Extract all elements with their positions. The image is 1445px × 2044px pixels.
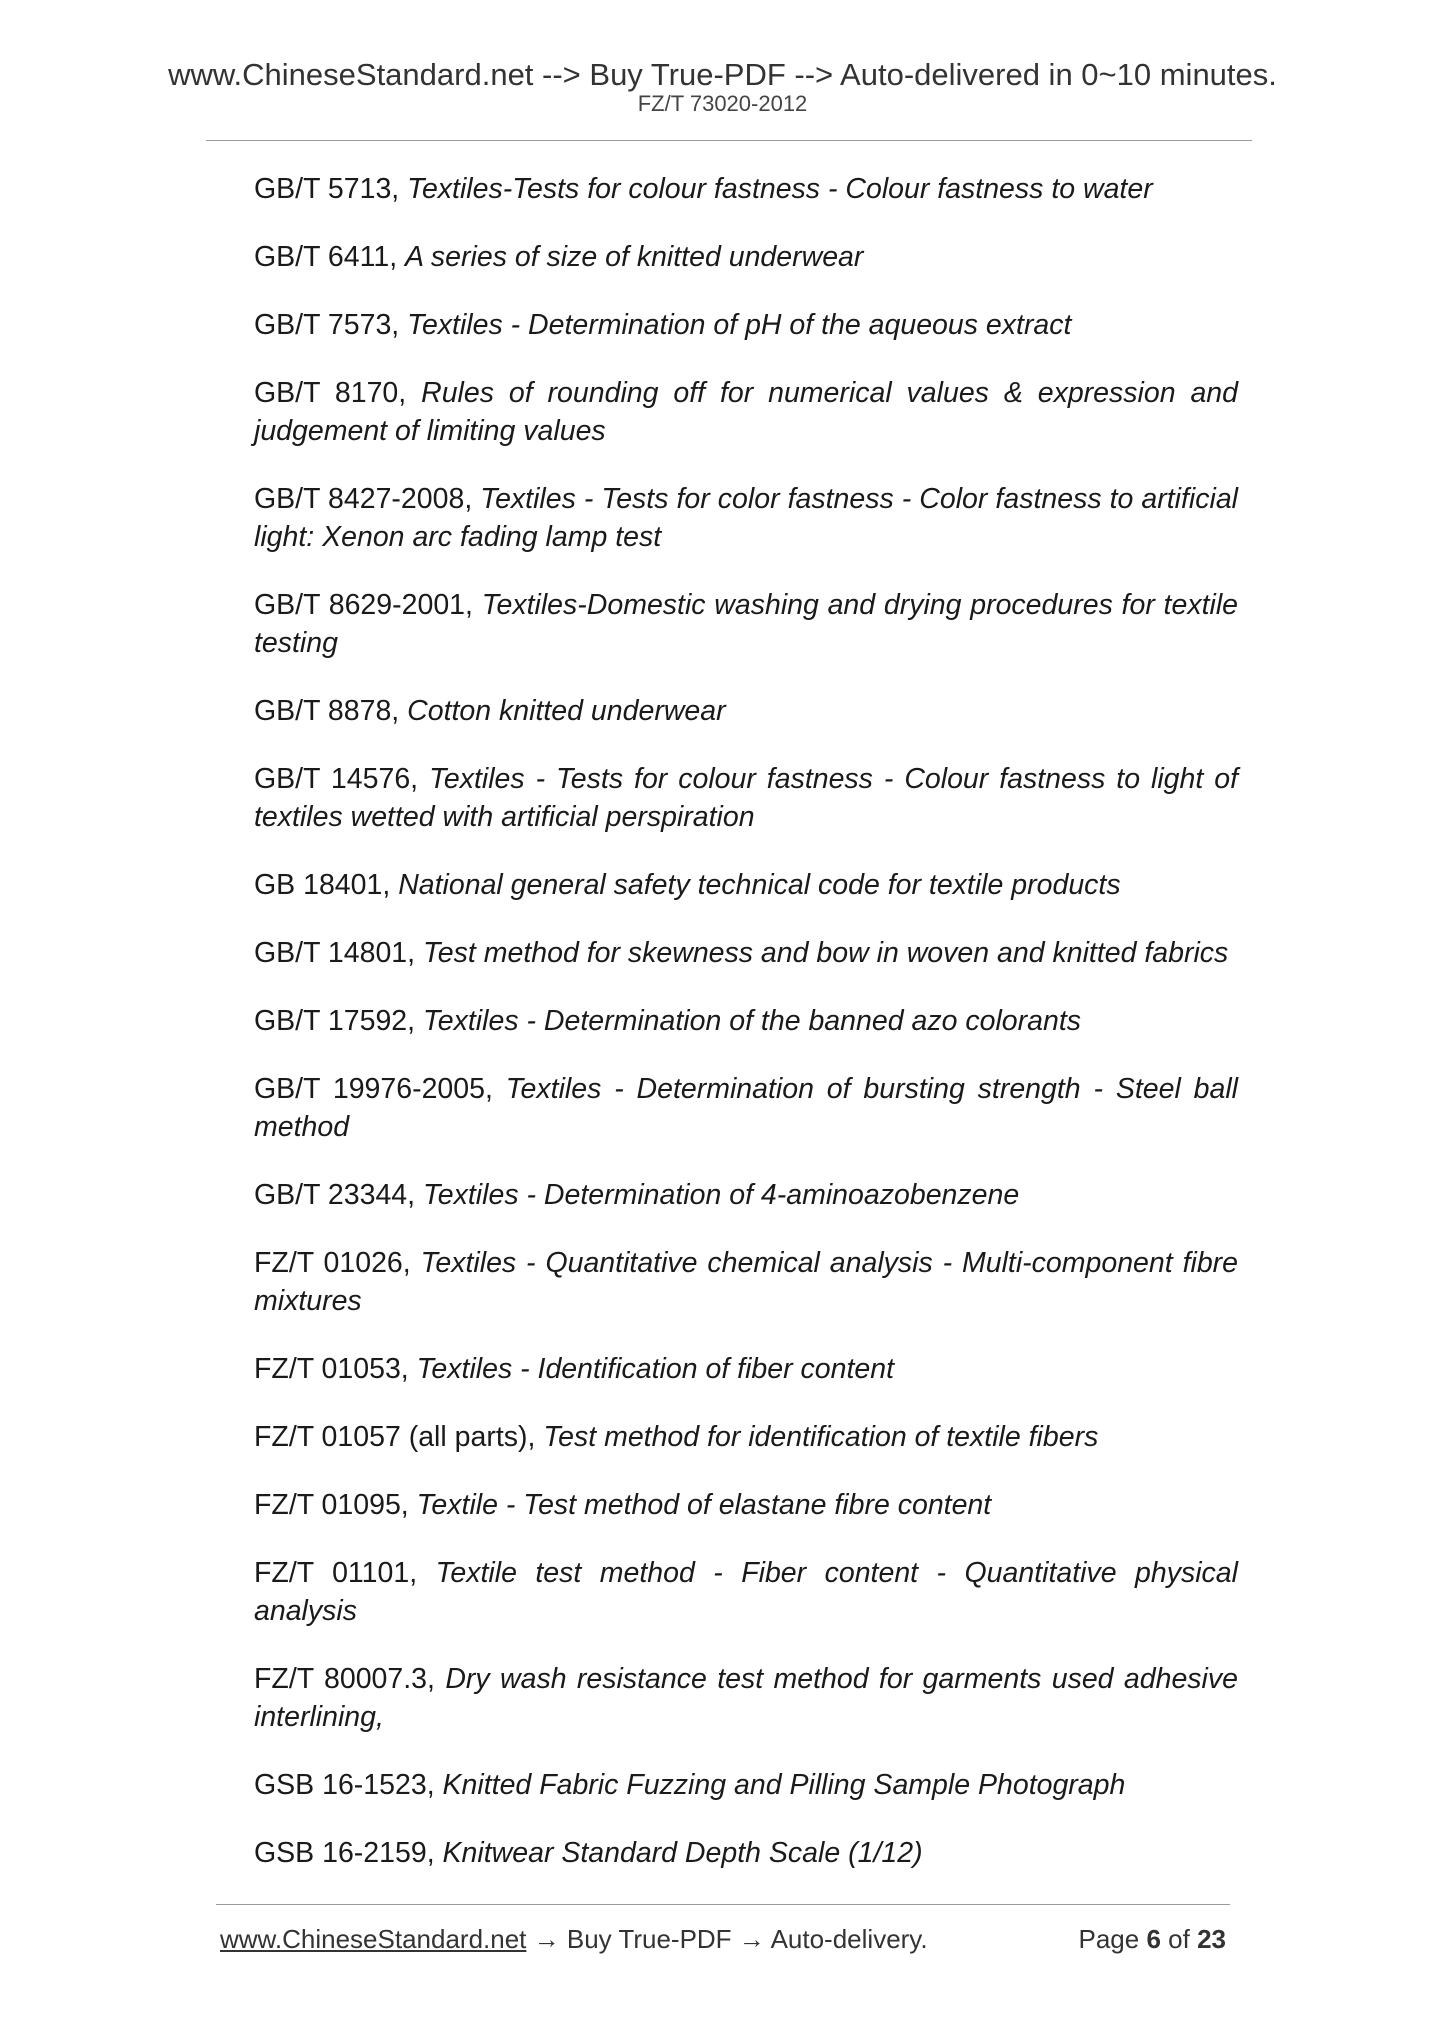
reference-title: Test method for identification of textile fibers bbox=[543, 1421, 1099, 1453]
reference-title: Textiles - Quantitative chemical analysis - Multi-component fibre mixtures bbox=[254, 1247, 1239, 1317]
reference-code: GB/T 7573, bbox=[254, 309, 400, 341]
reference-item bbox=[254, 1002, 1238, 1040]
reference-code: GB 18401, bbox=[254, 869, 391, 901]
reference-title: Textiles-Tests for colour fastness - Colour fastness to water bbox=[407, 173, 1153, 205]
reference-title: National general safety technical code for textile products bbox=[398, 869, 1121, 901]
reference-item bbox=[254, 170, 1238, 208]
reference-code: GB/T 8170, bbox=[254, 377, 407, 409]
reference-code: GB/T 8629-2001, bbox=[254, 589, 473, 621]
header-banner: www.ChineseStandard.net --> Buy True-PDF --> Auto-delivered in 0~10 minutes. bbox=[168, 57, 1277, 92]
reference-item bbox=[254, 374, 1238, 450]
reference-title: Textile test method - Fiber content - Quantitative physical analysis bbox=[254, 1557, 1238, 1627]
reference-code: FZ/T 01101, bbox=[254, 1557, 418, 1589]
reference-code: GSB 16-2159, bbox=[254, 1837, 435, 1869]
reference-title: Knitwear Standard Depth Scale (1/12) bbox=[442, 1837, 923, 1869]
reference-title: Rules of rounding off for numerical values & expression and judgement of limiting values bbox=[254, 377, 1239, 447]
reference-item bbox=[254, 760, 1238, 836]
reference-item bbox=[254, 1176, 1238, 1214]
reference-title: Textiles - Tests for color fastness - Color fastness to artificial light: Xenon arc fading lamp test bbox=[254, 483, 1238, 553]
reference-item bbox=[254, 1486, 1238, 1524]
reference-code: GB/T 6411, bbox=[254, 241, 398, 273]
reference-title: Textiles - Identification of fiber content bbox=[416, 1353, 895, 1385]
footer-site-link[interactable]: www.ChineseStandard.net bbox=[220, 1924, 527, 1954]
reference-title: Textiles - Tests for colour fastness - Colour fastness to light of textiles wetted with artificial perspiration bbox=[254, 763, 1239, 833]
reference-title: A series of size of knitted underwear bbox=[405, 241, 864, 273]
reference-code: GSB 16-1523, bbox=[254, 1769, 435, 1801]
reference-title: Test method for skewness and bow in woven and knitted fabrics bbox=[423, 937, 1229, 969]
page-label: Page bbox=[1078, 1924, 1140, 1954]
reference-code: GB/T 8427-2008, bbox=[254, 483, 473, 515]
reference-item bbox=[254, 238, 1238, 276]
reference-title: Textiles - Determination of the banned azo colorants bbox=[423, 1005, 1081, 1037]
reference-item bbox=[254, 866, 1238, 904]
reference-code: GB/T 14801, bbox=[254, 937, 416, 969]
reference-item bbox=[254, 692, 1238, 730]
reference-item bbox=[254, 1350, 1238, 1388]
reference-item bbox=[254, 1766, 1238, 1804]
reference-item bbox=[254, 1834, 1238, 1872]
footer-divider bbox=[216, 1904, 1230, 1905]
reference-item bbox=[254, 1660, 1238, 1736]
footer-promo-text: → Buy True-PDF → Auto-delivery. bbox=[526, 1924, 928, 1954]
reference-title: Textiles - Determination of pH of the aqueous extract bbox=[407, 309, 1072, 341]
reference-code: FZ/T 01095, bbox=[254, 1489, 409, 1521]
reference-code: GB/T 8878, bbox=[254, 695, 400, 727]
reference-code: GB/T 5713, bbox=[254, 173, 400, 205]
reference-code: GB/T 23344, bbox=[254, 1179, 416, 1211]
reference-title: Textile - Test method of elastane fibre content bbox=[416, 1489, 992, 1521]
reference-code: GB/T 19976-2005, bbox=[254, 1073, 493, 1105]
reference-list bbox=[254, 170, 1238, 1902]
reference-code: GB/T 17592, bbox=[254, 1005, 416, 1037]
reference-code: FZ/T 01053, bbox=[254, 1353, 409, 1385]
footer-promo bbox=[220, 1923, 928, 1955]
reference-code: FZ/T 01057 (all parts), bbox=[254, 1421, 536, 1453]
reference-item bbox=[254, 1418, 1238, 1456]
reference-item bbox=[254, 1244, 1238, 1320]
reference-code: FZ/T 80007.3, bbox=[254, 1663, 435, 1695]
reference-title: Knitted Fabric Fuzzing and Pilling Sample Photograph bbox=[442, 1769, 1126, 1801]
reference-item bbox=[254, 480, 1238, 556]
reference-title: Textiles - Determination of 4-aminoazobenzene bbox=[423, 1179, 1020, 1211]
reference-code: GB/T 14576, bbox=[254, 763, 419, 795]
reference-item bbox=[254, 586, 1238, 662]
reference-item bbox=[254, 1070, 1238, 1146]
reference-item bbox=[254, 306, 1238, 344]
header-divider bbox=[206, 140, 1252, 141]
reference-item bbox=[254, 1554, 1238, 1630]
document-id: FZ/T 73020-2012 bbox=[637, 91, 808, 116]
page-indicator bbox=[1050, 1923, 1226, 1955]
reference-item bbox=[254, 934, 1238, 972]
reference-code: FZ/T 01026, bbox=[254, 1247, 411, 1279]
reference-title: Dry wash resistance test method for garments used adhesive interlining, bbox=[254, 1663, 1238, 1733]
total-pages: 23 bbox=[1197, 1924, 1226, 1954]
page-number: 6 bbox=[1146, 1924, 1161, 1954]
reference-title: Textiles - Determination of bursting strength - Steel ball method bbox=[254, 1073, 1238, 1143]
reference-title: Cotton knitted underwear bbox=[407, 695, 726, 727]
reference-title: Textiles-Domestic washing and drying procedures for textile testing bbox=[254, 589, 1239, 659]
of-label: of bbox=[1168, 1924, 1190, 1954]
